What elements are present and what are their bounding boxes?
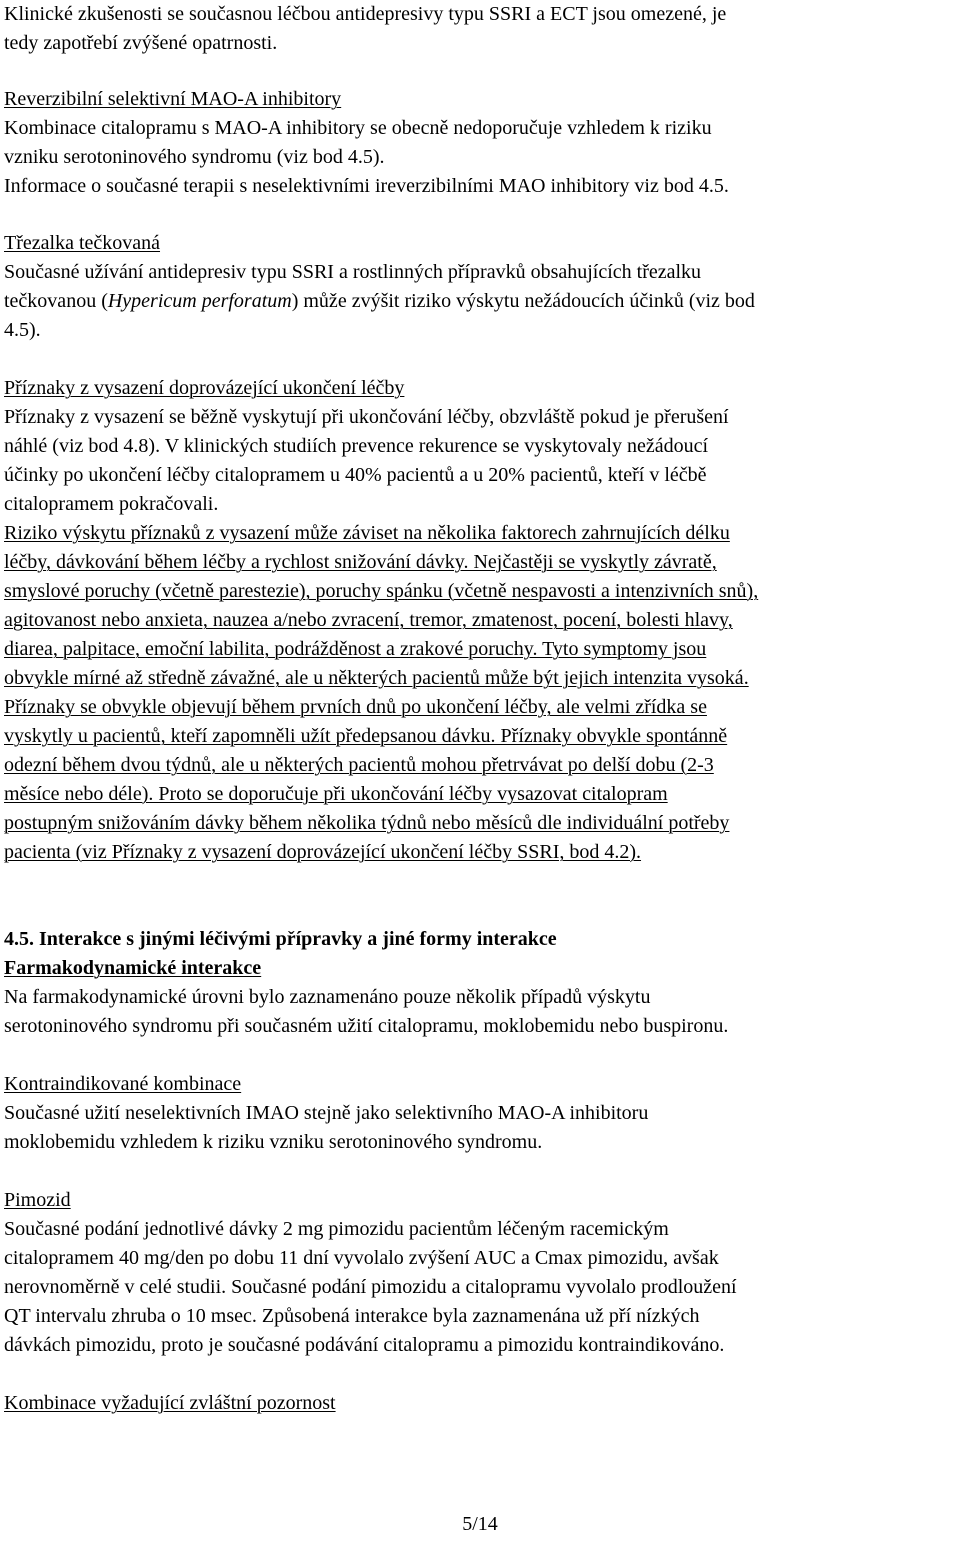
text-line: 4.5). (4, 319, 41, 341)
text-line: nerovnoměrně v celé studii. Současné podání pimozidu a citalopramu vyvolalo prodloužení (4, 1276, 737, 1298)
text-line: citalopramem pokračovali. (4, 493, 219, 515)
underlined-line: agitovanost nebo anxieta, nauzea a/nebo zvracení, tremor, zmatenost, pocení, bolesti hlavy, (4, 609, 733, 631)
text-line: vzniku serotoninového syndromu (viz bod 4.5). (4, 146, 385, 168)
section-heading-trezalka: Třezalka tečkovaná (4, 232, 161, 254)
text-line: Na farmakodynamické úrovni bylo zaznamenáno pouze několik případů výskytu (4, 986, 651, 1008)
text-line: Současné podání jednotlivé dávky 2 mg pimozidu pacientům léčeným racemickým (4, 1218, 669, 1240)
underlined-line: odezní během dvou týdnů, ale u některých pacientů mohou přetrvávat po delší dobu (2-3 (4, 754, 714, 776)
text-line: účinky po ukončení léčby citalopramem u 40% pacientů a u 20% pacientů, kteří v léčbě (4, 464, 707, 486)
text-line: dávkách pimozidu, proto je současné podávání citalopramu a pimozidu kontraindikováno. (4, 1334, 725, 1356)
underlined-line: vyskytly u pacientů, kteří zapomněli užít předepsanou dávku. Příznaky obvykle spontánně (4, 725, 728, 747)
text-line: Současné užití neselektivních IMAO stejně jako selektivního MAO-A inhibitoru (4, 1102, 649, 1124)
underlined-line: postupným snižováním dávky během několika týdnů nebo měsíců dle individuální potřeby (4, 812, 730, 834)
text-line: serotoninového syndromu při současném užití citalopramu, moklobemidu nebo buspironu. (4, 1015, 729, 1037)
text-line: QT intervalu zhruba o 10 msec. Způsobená interakce byla zaznamenána už pří nízkých (4, 1305, 700, 1327)
underlined-line: měsíce nebo déle). Proto se doporučuje při ukončování léčby vysazovat citalopram (4, 783, 668, 805)
text-line: Klinické zkušenosti se současnou léčbou antidepresivy typu SSRI a ECT jsou omezené, je (4, 3, 727, 25)
text-line: Kombinace citalopramu s MAO-A inhibitory se obecně nedoporučuje vzhledem k riziku (4, 117, 712, 139)
section-heading-special-attention: Kombinace vyžadující zvláštní pozornost (4, 1392, 336, 1414)
text-line (4, 287, 755, 316)
text-fragment: tečkovanou ( (4, 290, 108, 312)
text-line: náhlé (viz bod 4.8). V klinických studiích prevence rekurence se vyskytovaly nežádoucí (4, 435, 709, 457)
underlined-line: pacienta (viz Příznaky z vysazení doprovázející ukončení léčby SSRI, bod 4.2). (4, 841, 642, 863)
section-heading-mao-a: Reverzibilní selektivní MAO-A inhibitory (4, 88, 342, 110)
underlined-line: diarea, palpitace, emoční labilita, podrážděnost a zrakové poruchy. Tyto symptomy jsou (4, 638, 707, 660)
underlined-line: obvykle mírné až středně závažné, ale u některých pacientů může být jejich intenzita vysoká. (4, 667, 749, 689)
section-heading-interactions: 4.5. Interakce s jinými léčivými přípravky a jiné formy interakce (4, 928, 557, 950)
text-line: Informace o současné terapii s neselektivními ireverzibilními MAO inhibitory viz bod 4.5. (4, 175, 729, 197)
text-line: Příznaky z vysazení se běžně vyskytují při ukončování léčby, obzvláště pokud je přerušení (4, 406, 729, 428)
text-fragment: ) může zvýšit riziko výskytu nežádoucích účinků (viz bod (291, 290, 755, 312)
underlined-line: Riziko výskytu příznaků z vysazení může záviset na několika faktorech zahrnujících délku (4, 522, 730, 544)
latin-name: Hypericum perforatum (107, 290, 292, 312)
section-heading-pimozid: Pimozid (4, 1189, 71, 1211)
document-page (4, 0, 956, 1543)
text-line: citalopramem 40 mg/den po dobu 11 dní vyvolalo zvýšení AUC a Cmax pimozidu, avšak (4, 1247, 719, 1269)
subheading-pharmacodynamic: Farmakodynamické interakce (4, 957, 262, 979)
section-heading-withdrawal: Příznaky z vysazení doprovázející ukončení léčby (4, 377, 405, 399)
text-line: tedy zapotřebí zvýšené opatrnosti. (4, 32, 278, 54)
text-line: Současné užívání antidepresiv typu SSRI a rostlinných přípravků obsahujících třezalku (4, 261, 702, 283)
page-number: 5/14 (462, 1513, 498, 1535)
text-line: moklobemidu vzhledem k riziku vzniku serotoninového syndromu. (4, 1131, 543, 1153)
underlined-line: smyslové poruchy (včetně parestezie), poruchy spánku (včetně nespavosti a intenzivních snů), (4, 580, 759, 602)
section-heading-contraindicated: Kontraindikované kombinace (4, 1073, 242, 1095)
underlined-line: Příznaky se obvykle objevují během prvních dnů po ukončení léčby, ale velmi zřídka se (4, 696, 707, 718)
underlined-line: léčby, dávkování během léčby a rychlost snižování dávky. Nejčastěji se vyskytly závratě, (4, 551, 717, 573)
